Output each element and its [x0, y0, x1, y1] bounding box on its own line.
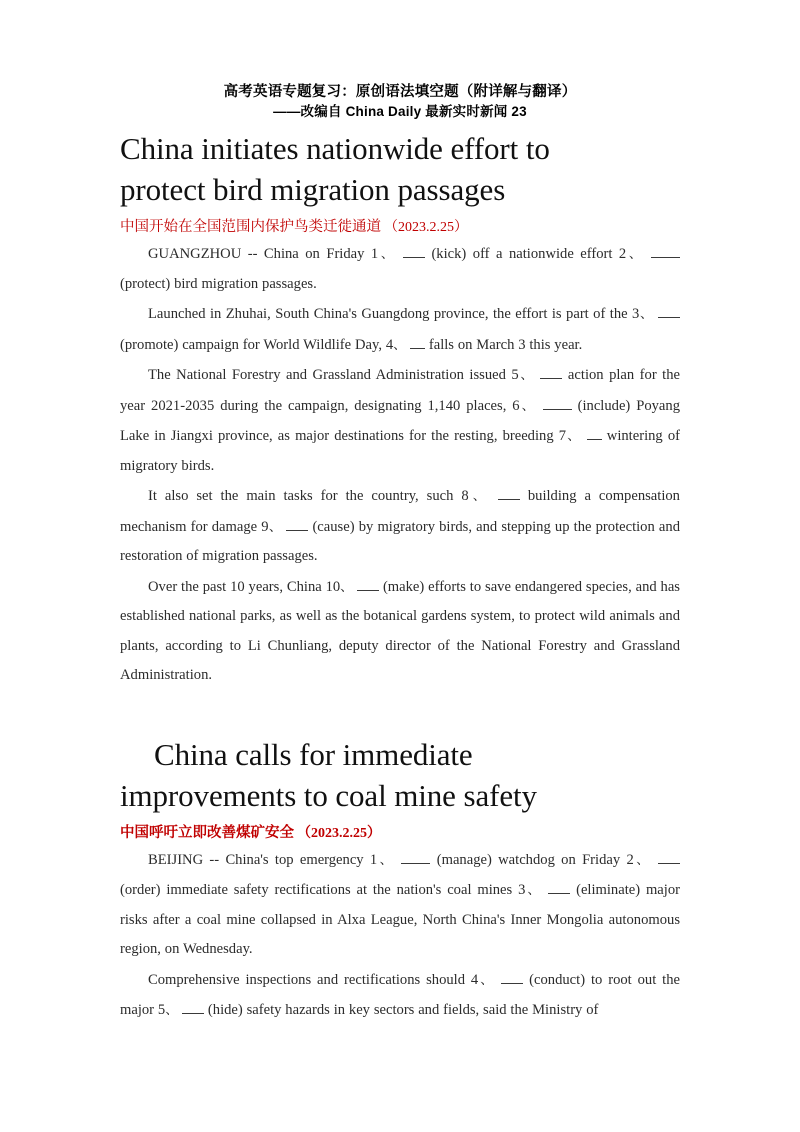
enumeration-comma: 、	[393, 336, 407, 352]
body-paragraph	[120, 845, 680, 965]
article-subtitle-date: （2023.2.25）	[384, 220, 468, 235]
enumeration-comma: 、	[519, 397, 537, 413]
article-title-line: protect bird migration passages	[120, 172, 506, 207]
body-paragraph	[120, 481, 680, 572]
enumeration-comma: 、	[378, 246, 397, 261]
paragraph-text: (cause) by migratory birds, and stepping up the protection and restoration of migration passages.	[120, 518, 680, 564]
article-body	[120, 845, 680, 1026]
articles-container	[120, 128, 680, 1026]
answer-blank[interactable]	[658, 306, 680, 318]
body-paragraph	[120, 360, 680, 481]
paragraph-text: (include) Poyang Lake in Jiangxi province, as major destinations for the resting, breeding 7	[120, 397, 680, 444]
paragraph-text: (conduct) to root out the major 5	[120, 971, 680, 1018]
paragraph-text: (manage) watchdog on Friday 2	[430, 851, 634, 868]
article-subtitle-row	[120, 216, 680, 237]
enumeration-comma: 、	[478, 971, 496, 987]
answer-blank[interactable]	[548, 882, 570, 894]
header-title-line-1: 高考英语专题复习：原创语法填空题（附详解与翻译）	[223, 84, 577, 100]
paragraph-text: (protect) bird migration passages.	[120, 275, 317, 292]
enumeration-comma: 、	[639, 306, 654, 321]
paragraph-text: (hide) safety hazards in key sectors and fields, said the Ministry of	[204, 1002, 599, 1018]
body-paragraph	[120, 572, 680, 691]
enumeration-comma: 、	[633, 851, 652, 867]
answer-blank[interactable]	[357, 579, 379, 591]
article	[120, 128, 680, 691]
document-content	[120, 82, 680, 1026]
paragraph-text: (kick) off a nationwide effort 2	[424, 246, 627, 262]
enumeration-comma: 、	[525, 882, 543, 897]
header-source-line-2: ——改编自 China Daily 最新实时新闻 23	[273, 104, 527, 119]
body-paragraph	[120, 239, 680, 299]
body-paragraph	[120, 965, 680, 1026]
paragraph-text: building a compensation mechanism for damage 9	[120, 488, 680, 535]
article	[120, 734, 680, 1026]
article-subtitle-chinese: 中国呼吁立即改善煤矿安全	[120, 824, 294, 841]
answer-blank[interactable]	[410, 337, 425, 349]
article-title	[120, 734, 680, 816]
paragraph-text: (eliminate) major risks after a coal mine collapsed in Alxa League, North China's Inner Mongolia autonomous region, on Wednesday.	[120, 882, 680, 957]
answer-blank[interactable]	[498, 488, 520, 500]
answer-blank[interactable]	[401, 852, 430, 864]
article-title	[120, 128, 680, 210]
document-header	[120, 82, 680, 121]
answer-blank[interactable]	[658, 852, 680, 864]
article-subtitle-chinese: 中国开始在全国范围内保护鸟类迁徙通道	[120, 219, 381, 235]
answer-blank[interactable]	[587, 428, 602, 440]
enumeration-comma: 、	[377, 851, 396, 867]
enumeration-comma: 、	[340, 578, 354, 594]
paragraph-text: (promote) campaign for World Wildlife Day, 4	[120, 336, 394, 353]
paragraph-text: The National Forestry and Grassland Administration issued 5	[148, 367, 519, 383]
answer-blank[interactable]	[286, 519, 308, 531]
answer-blank[interactable]	[182, 1002, 204, 1014]
enumeration-comma: 、	[268, 518, 283, 534]
paragraph-text: GUANGZHOU -- China on Friday 1	[148, 246, 379, 262]
enumeration-comma: 、	[518, 367, 535, 382]
body-paragraph	[120, 299, 680, 360]
enumeration-comma: 、	[626, 246, 645, 261]
enumeration-comma: 、	[165, 1002, 179, 1017]
article-subtitle-date: （2023.2.25）	[297, 825, 381, 841]
paragraph-text: It also set the main tasks for the country, such 8	[148, 488, 469, 504]
paragraph-text: wintering of migratory birds.	[120, 428, 680, 474]
paragraph-text: (make) efforts to save endangered species, and has established national parks, as well as the botanical gardens system, to protect wild animals and plants, according to Li Chunliang, deputy director of the National Forestry and Grassland Administration.	[120, 578, 680, 683]
answer-blank[interactable]	[403, 246, 425, 258]
article-separator	[120, 691, 680, 727]
paragraph-text: falls on March 3 this year.	[425, 336, 583, 353]
answer-blank[interactable]	[501, 972, 523, 984]
answer-blank[interactable]	[540, 367, 562, 379]
paragraph-text: BEIJING -- China's top emergency 1	[148, 851, 378, 868]
article-title-line: China calls for immediate	[154, 736, 473, 772]
article-body	[120, 239, 680, 691]
article-title-line: China initiates nationwide effort to	[120, 131, 550, 166]
paragraph-text: Over the past 10 years, China 10	[148, 578, 341, 595]
answer-blank[interactable]	[651, 246, 680, 258]
paragraph-text: (order) immediate safety rectifications at the nation's coal mines 3	[120, 882, 526, 898]
paragraph-text: action plan for the year 2021-2035 during the campaign, designating 1,140 places, 6	[120, 367, 680, 414]
paragraph-text: Launched in Zhuhai, South China's Guangdong province, the effort is part of the 3	[148, 306, 640, 322]
paragraph-text: Comprehensive inspections and rectifications should 4	[148, 971, 479, 988]
enumeration-comma: 、	[566, 428, 582, 443]
article-title-line: improvements to coal mine safety	[120, 777, 537, 813]
answer-blank[interactable]	[543, 398, 572, 410]
enumeration-comma: 、	[468, 488, 490, 503]
article-subtitle-row	[120, 822, 680, 843]
